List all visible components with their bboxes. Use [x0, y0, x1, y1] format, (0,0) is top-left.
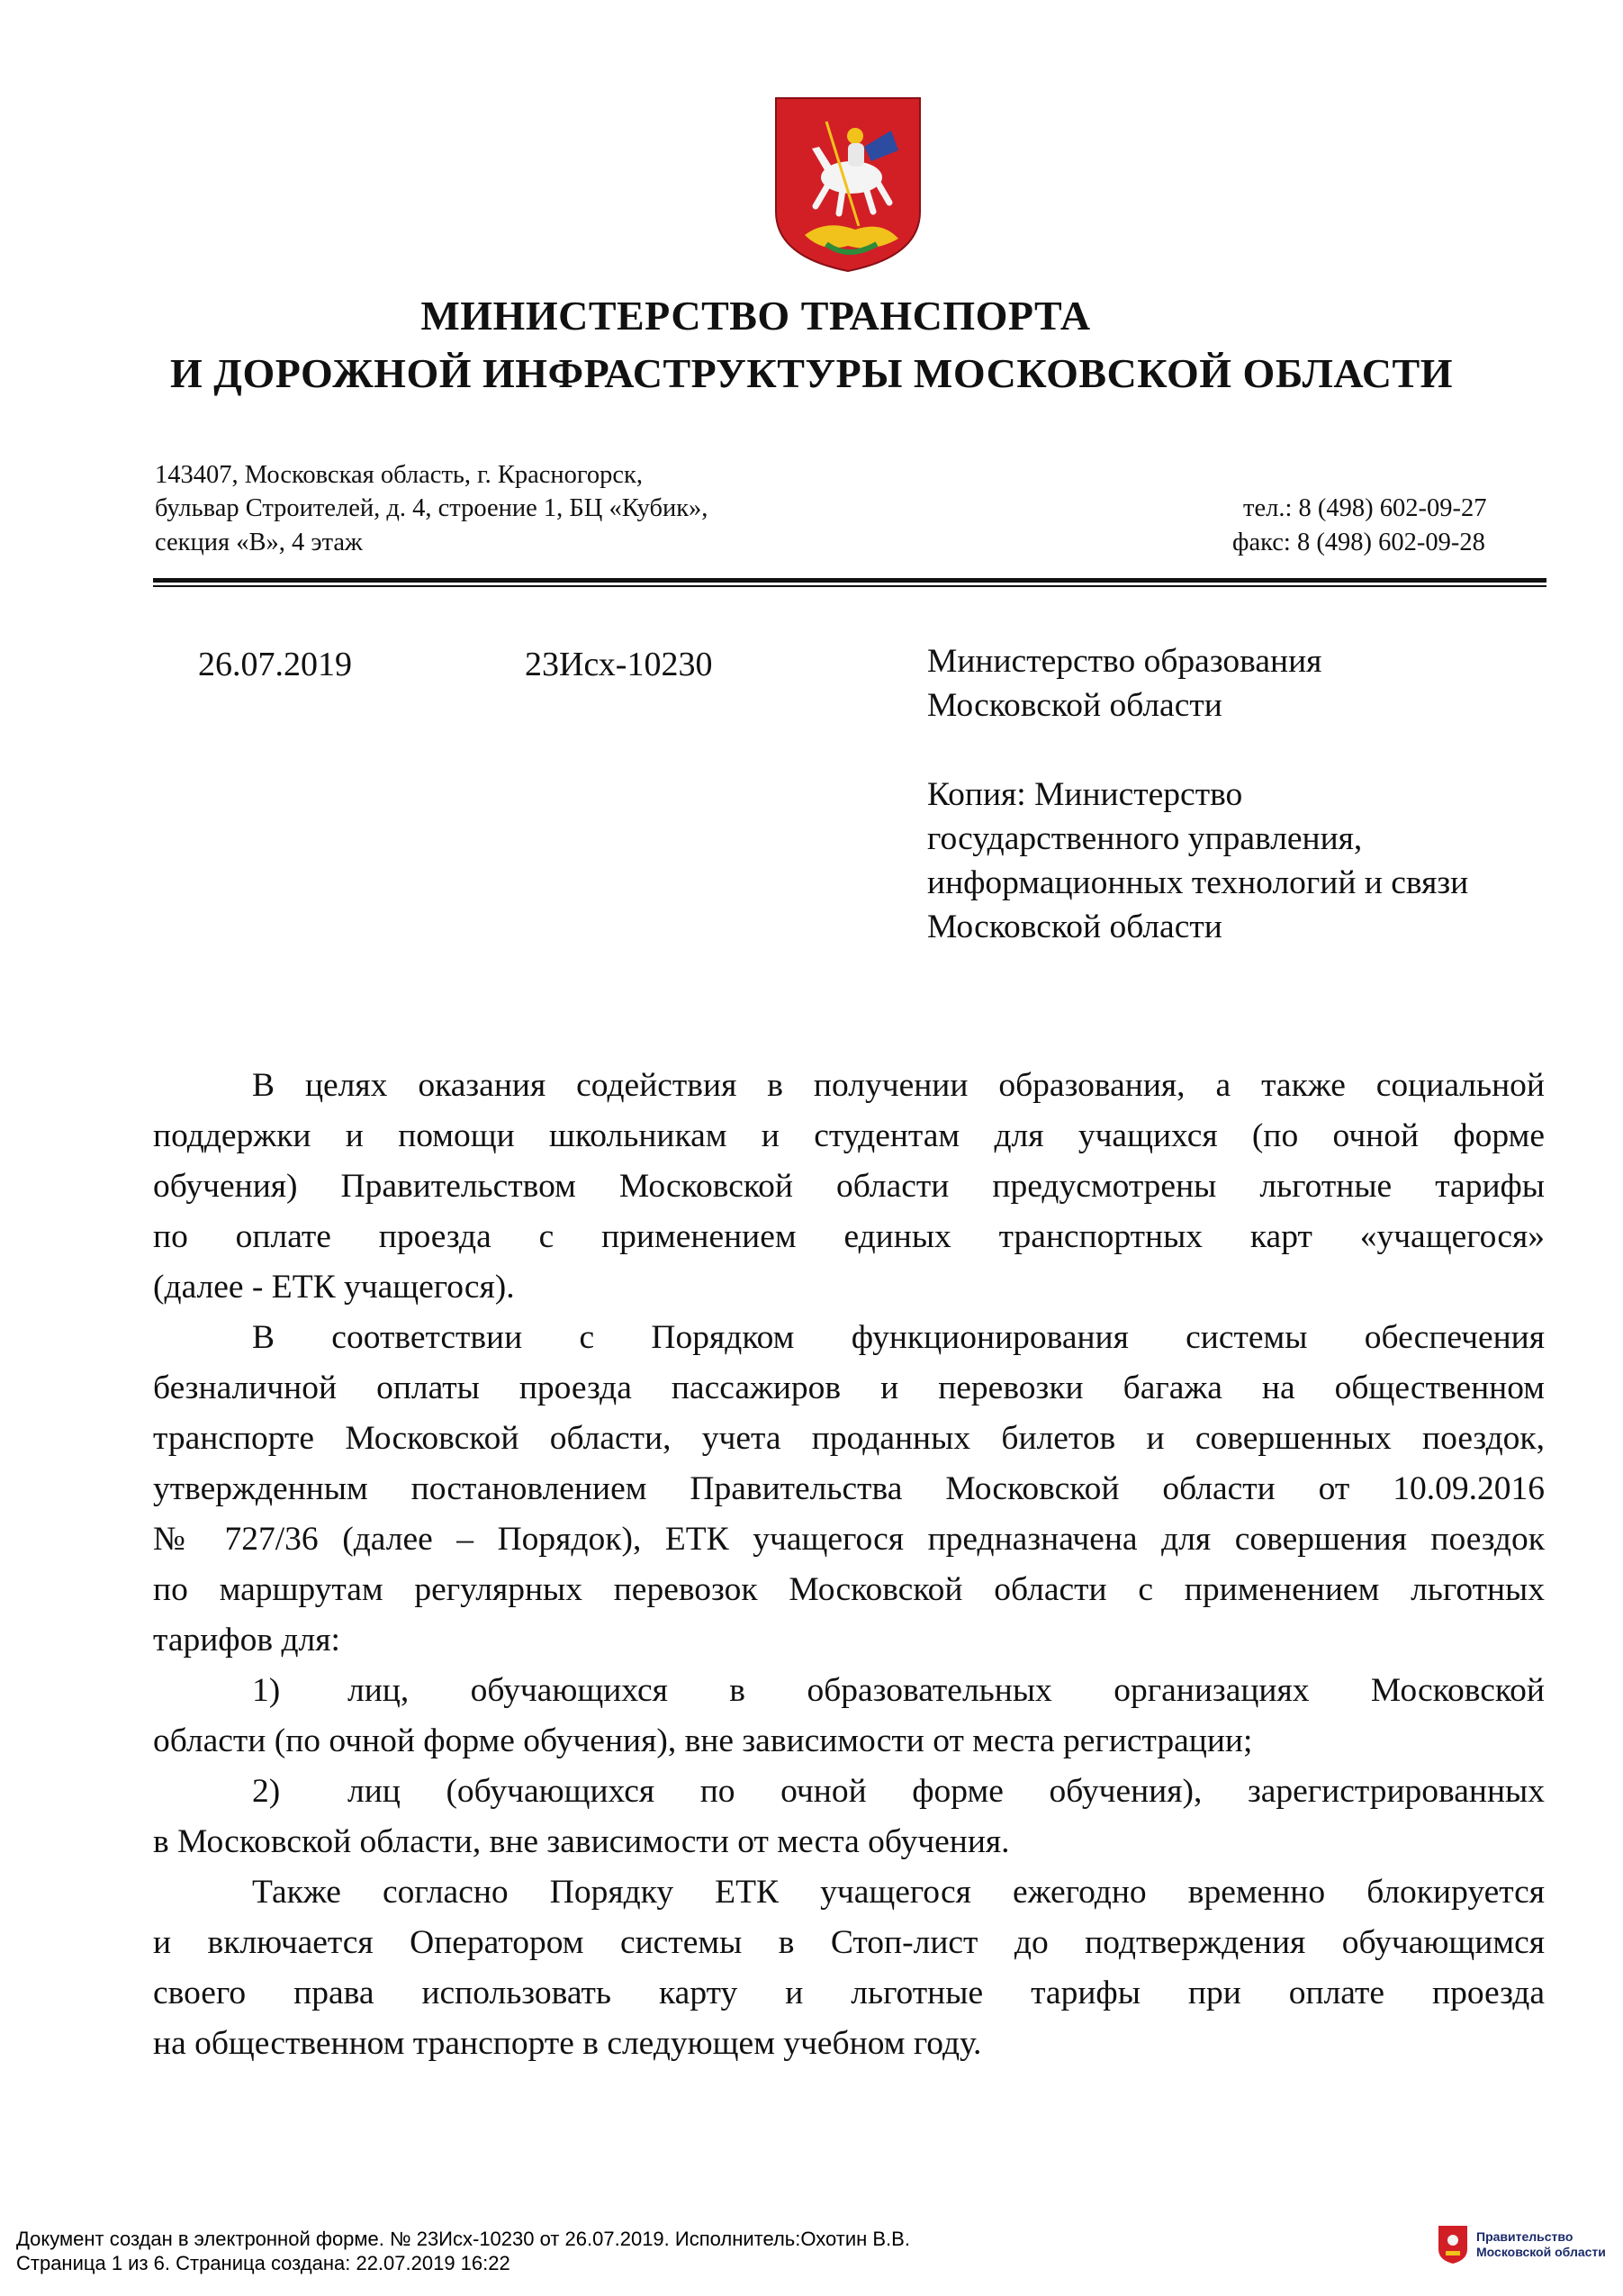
- body-line: по маршрутам регулярных перевозок Московской области с применением льготных: [153, 1571, 1545, 1608]
- footer-page-info: Страница 1 из 6. Страница создана: 22.07.2019 16:22: [16, 2252, 510, 2274]
- moscow-oblast-government-logo-icon: [1437, 2224, 1469, 2265]
- copy-addressee-line: Московской области: [927, 908, 1222, 945]
- body-line: тарифов для:: [153, 1622, 340, 1659]
- header-divider: [153, 578, 1546, 583]
- list-marker: 1): [252, 1672, 281, 1709]
- addressee-block: [927, 639, 1321, 728]
- body-line: своего права использовать карту и льготные тарифы при оплате проезда: [153, 1975, 1545, 2011]
- list-item-text: лиц (обучающихся по очной форме обучения), зарегистрированных: [347, 1773, 1545, 1810]
- body-line: по оплате проезда с применением единых транспортных карт «учащегося»: [153, 1218, 1545, 1255]
- phone-number: тел.: 8 (498) 602-09-27: [1243, 494, 1487, 522]
- list-item-text: лиц, обучающихся в образовательных организациях Московской: [347, 1672, 1545, 1709]
- address-line: 143407, Московская область, г. Красногорск,: [155, 461, 644, 489]
- address-line: бульвар Строителей, д. 4, строение 1, БЦ «Кубик»,: [155, 494, 708, 522]
- government-logo-line: Московской области: [1476, 2245, 1606, 2259]
- body-line: в Московской области, вне зависимости от места обучения.: [153, 1823, 1010, 1860]
- body-line: № 727/36 (далее – Порядок), ЕТК учащегося предназначена для совершения поездок: [153, 1521, 1545, 1558]
- copy-addressee-line: Копия: Министерство: [927, 776, 1243, 813]
- body-line: поддержки и помощи школьникам и студентам для учащихся (по очной форме: [153, 1117, 1545, 1154]
- copy-addressee-line: государственного управления,: [927, 820, 1363, 857]
- copy-addressee-line: информационных технологий и связи: [927, 864, 1469, 901]
- body-line: области (по очной форме обучения), вне зависимости от места регистрации;: [153, 1722, 1253, 1759]
- ministry-title-line2: И ДОРОЖНОЙ ИНФРАСТРУКТУРЫ МОСКОВСКОЙ ОБЛАСТИ: [170, 350, 1453, 396]
- document-date: 26.07.2019: [198, 646, 352, 683]
- body-line: и включается Оператором системы в Стоп-лист до подтверждения обучающимся: [153, 1924, 1545, 1961]
- government-logo-text: [1476, 2229, 1606, 2260]
- addressee-line: Московской области: [927, 687, 1222, 724]
- body-line: обучения) Правительством Московской области предусмотрены льготные тарифы: [153, 1168, 1545, 1205]
- address-line: секция «В», 4 этаж: [155, 529, 363, 556]
- body-line: Также согласно Порядку ЕТК учащегося ежегодно временно блокируется: [252, 1874, 1545, 1911]
- body-line: безналичной оплаты проезда пассажиров и перевозки багажа на общественном: [153, 1369, 1545, 1406]
- list-item-line: [252, 1666, 1545, 1716]
- header-divider-thin: [153, 585, 1546, 587]
- body-line: В целях оказания содействия в получении образования, а также социальной: [252, 1067, 1545, 1104]
- list-marker: 2): [252, 1773, 281, 1810]
- addressee-line: Министерство образования: [927, 643, 1322, 680]
- body-line: транспорте Московской области, учета проданных билетов и совершенных поездок,: [153, 1420, 1545, 1457]
- list-item-line: [252, 1767, 1545, 1817]
- footer-document-info: Документ создан в электронной форме. № 23Исх-10230 от 26.07.2019. Исполнитель:Охотин В.В.: [16, 2228, 910, 2250]
- body-line: на общественном транспорте в следующем учебном году.: [153, 2025, 982, 2062]
- document-number: 23Исх-10230: [525, 646, 713, 683]
- government-logo-line: Правительство: [1476, 2229, 1573, 2244]
- body-line: В соответствии с Порядком функционирования системы обеспечения: [252, 1319, 1545, 1356]
- body-line: утвержденным постановлением Правительства Московской области от 10.09.2016: [153, 1470, 1545, 1507]
- moscow-oblast-coat-of-arms-icon: [772, 95, 924, 275]
- copy-addressee-block: [927, 773, 1468, 949]
- body-line: (далее - ЕТК учащегося).: [153, 1269, 515, 1306]
- ministry-title-line1: МИНИСТЕРСТВО ТРАНСПОРТА: [420, 293, 1091, 339]
- fax-number: факс: 8 (498) 602-09-28: [1232, 529, 1485, 556]
